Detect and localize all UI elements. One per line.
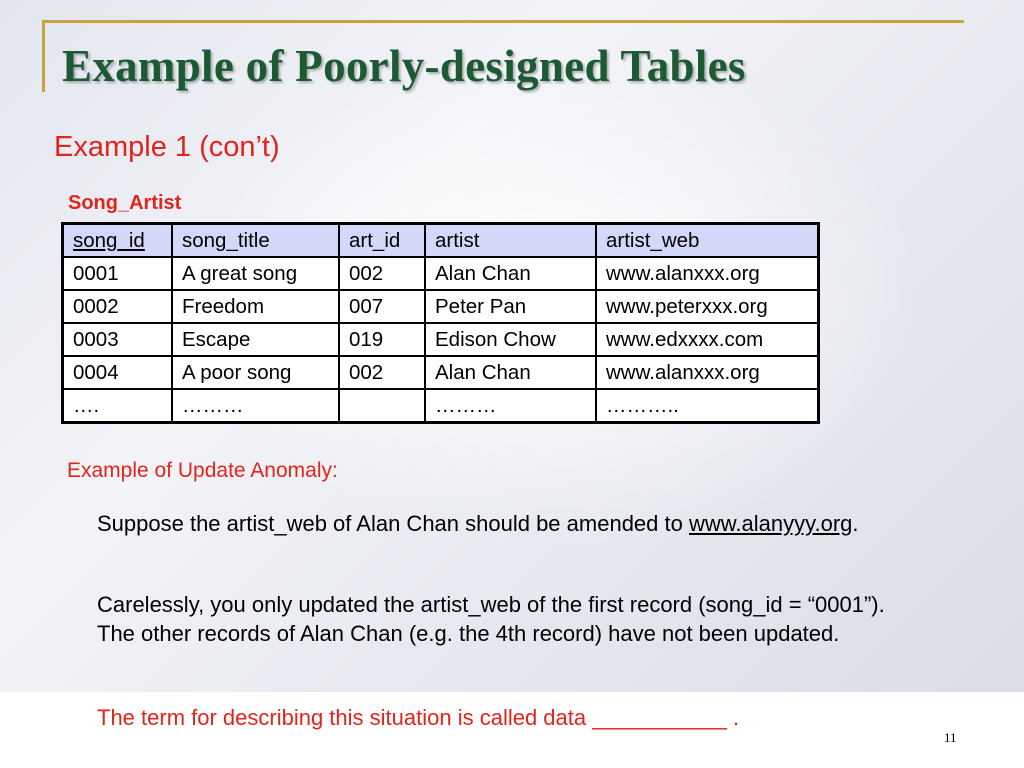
paragraph-suppose-text: Suppose the artist_web of Alan Chan should be amended to [97,511,689,536]
header-art-id: art_id [339,224,425,258]
cell-art-id: 019 [339,323,425,356]
cell-artist: ……… [425,389,596,423]
cell-song-id: 0002 [63,290,173,323]
page-number: 11 [944,730,957,745]
table-row [63,257,819,290]
cell-song-title: ……… [172,389,339,423]
cell-art-id: 002 [339,257,425,290]
cell-song-id: 0004 [63,356,173,389]
cell-artist: Edison Chow [425,323,596,356]
cell-art-id [339,389,425,423]
slide-subtitle: Example 1 (con’t) [54,131,280,163]
paragraph-suppose [97,509,897,538]
table-row [63,389,819,423]
header-artist: artist [425,224,596,258]
cell-artist-web: www.edxxxx.com [596,323,819,356]
cell-song-id: …. [63,389,173,423]
frame-line-left [42,20,45,92]
cell-artist-web: www.alanxxx.org [596,356,819,389]
table-row [63,356,819,389]
slide-title: Example of Poorly-designed Tables [62,41,746,91]
cell-artist-web: www.peterxxx.org [596,290,819,323]
cell-song-title: Escape [172,323,339,356]
cell-artist: Peter Pan [425,290,596,323]
table-name-label: Song_Artist [68,192,182,214]
paragraph-question: The term for describing this situation is called data ___________ . [97,705,740,730]
cell-art-id: 007 [339,290,425,323]
cell-artist: Alan Chan [425,356,596,389]
update-anomaly-heading: Example of Update Anomaly: [67,459,338,482]
table-header-row [63,224,819,258]
table-row [63,323,819,356]
cell-song-title: A poor song [172,356,339,389]
table-row [63,290,819,323]
cell-artist-web: ……….. [596,389,819,423]
cell-artist: Alan Chan [425,257,596,290]
header-song-id [63,224,173,258]
cell-art-id: 002 [339,356,425,389]
cell-song-id: 0003 [63,323,173,356]
header-song-id-label: song_id [73,228,145,252]
paragraph-carelessly: Carelessly, you only updated the artist_web of the first record (song_id = “0001”). The other records of Alan Chan (e.g. the 4th record) have not been updated. [97,592,885,646]
cell-song-id: 0001 [63,257,173,290]
paragraph-suppose-end: . [852,511,859,536]
cell-song-title: Freedom [172,290,339,323]
header-artist-web: artist_web [596,224,819,258]
header-song-title: song_title [172,224,339,258]
frame-line-top [42,20,964,23]
cell-artist-web: www.alanxxx.org [596,257,819,290]
new-url-link[interactable]: www.alanyyy.org [688,511,853,536]
song-artist-table [61,222,820,424]
cell-song-title: A great song [172,257,339,290]
